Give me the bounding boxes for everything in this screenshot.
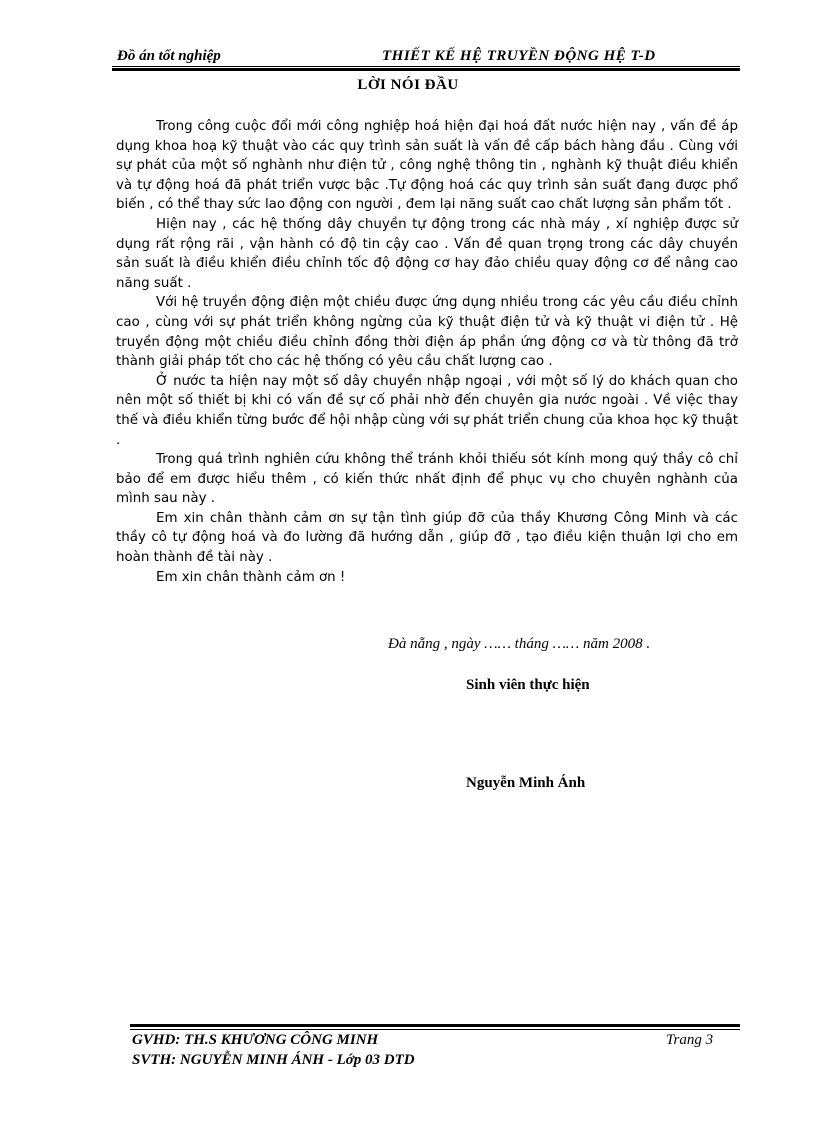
paragraph: Trong công cuộc đổi mới công nghiệp hoá hiện đại hoá đất nước hiện nay , vấn đề áp dụng khoa hoạ kỹ thuật vào các quy trình sản suất là vấn đề cấp bách hàng đầu . Cùng với sự phát của một số nghành như điện tử , công nghệ thông tin , nghành kỹ thuật điều khiển và tự động hoá đã phát triển vược bậc .Tự động hoá các quy trình sản suất đang được phổ biến , có thể thay sức lao động con người , đem lại năng suất cao chất lượng sản phẩm tốt . bbox=[116, 119, 738, 213]
footer-page-number: Trang 3 bbox=[666, 1032, 714, 1048]
signature-date: Đà nẵng , ngày …… tháng …… năm 2008 . bbox=[388, 636, 651, 652]
paragraph: Hiện nay , các hệ thống dây chuyền tự động trong các nhà máy , xí nghiệp được sử dụng rất rộng rãi , vận hành có độ tin cậy cao . Vấn đề quan trọng trong các dây chuyền sản suất là điều khiển điều chỉnh tốc độ động cơ hay đảo chiều quay động cơ để nâng cao năng suất . bbox=[116, 216, 738, 291]
body-text bbox=[116, 117, 738, 587]
footer-advisor: GVHD: TH.S KHƯƠNG CÔNG MINH bbox=[132, 1032, 379, 1048]
header-right-title: THIẾT KẾ HỆ TRUYỀN ĐỘNG HỆ T-D bbox=[382, 48, 656, 64]
page-header bbox=[112, 44, 740, 66]
paragraph: Với hệ truyền động điện một chiều được ứng dụng nhiều trong các yêu cầu điều chỉnh cao , cùng với sự phát triển không ngừng của kỹ thuật điện tử và kỹ thuật vi điện tử . Hệ truyền động một chiều điều chỉnh đồng thời điện áp phần ứng động cơ và từ thông đã trở thành giải pháp tốt cho các hệ thống có yêu cầu chất lượng cao . bbox=[116, 295, 738, 370]
header-rule-thick bbox=[112, 68, 740, 71]
footer-rule-thin bbox=[130, 1029, 740, 1030]
paragraph: Em xin chân thành cảm ơn ! bbox=[156, 569, 346, 585]
footer-rule-thick bbox=[130, 1024, 740, 1027]
header-rule-thin bbox=[112, 66, 740, 67]
paragraph: Em xin chân thành cảm ơn sự tận tình giúp đỡ của thầy Khương Công Minh và các thầy cô tự động hoá và đo lường đã hướng dẫn , giúp đỡ , tạo điều kiện thuận lợi cho em hoàn thành đề tài này . bbox=[116, 510, 738, 566]
document-title: LỜI NÓI ĐẦU bbox=[357, 77, 459, 93]
footer-student: SVTH: NGUYỄN MINH ÁNH - Lớp 03 DTD bbox=[132, 1052, 415, 1068]
signature-name: Nguyễn Minh Ánh bbox=[466, 775, 586, 791]
paragraph: Trong quá trình nghiên cứu không thể tránh khỏi thiếu sót kính mong quý thầy cô chỉ bảo để em được hiểu thêm , có kiến thức nhất định để phục vụ cho chuyên nghành của mình sau này . bbox=[116, 452, 738, 507]
signature-role: Sinh viên thực hiện bbox=[466, 677, 590, 693]
paragraph: Ở nước ta hiện nay một số dây chuyền nhập ngoại , với một số lý do khách quan cho nên một số thiết bị khi có vấn đề sự cố phải nhờ đến chuyên gia nước ngoài . Về việc thay thế và điều khiển từng bước để hội nhập cùng với sự phát triển chung của khoa học kỹ thuật . bbox=[116, 373, 738, 448]
header-left-title: Đồ án tốt nghiệp bbox=[117, 48, 221, 64]
